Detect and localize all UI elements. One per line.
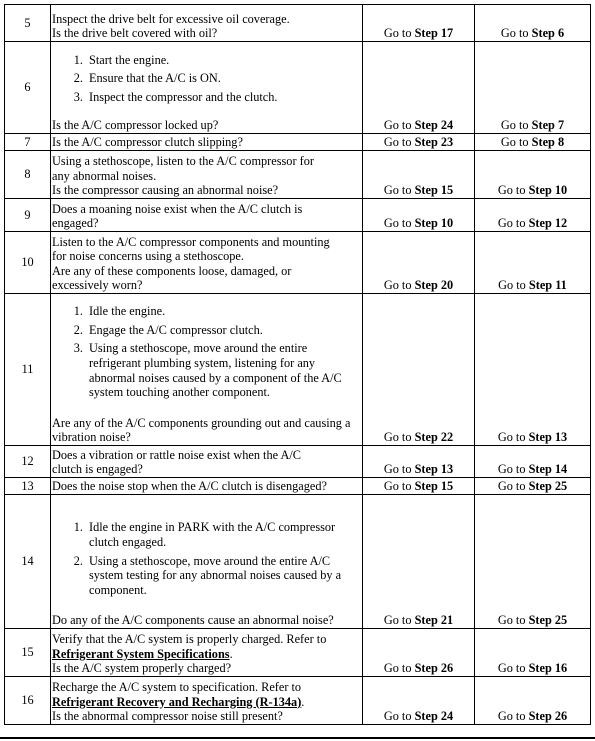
action-list [52, 520, 361, 597]
yes-cell [363, 232, 475, 294]
step-action [51, 446, 363, 478]
yes-cell [363, 42, 475, 134]
no-target-link[interactable]: Step 26 [528, 709, 568, 724]
table-row [5, 677, 591, 725]
yes-cell [363, 677, 475, 725]
action-text: Verify that the A/C system is properly charged. Refer to [52, 632, 327, 647]
no-target-link[interactable]: Step 8 [531, 135, 565, 150]
yes-target-link[interactable]: Step 24 [414, 118, 454, 133]
punctuation: . [229, 646, 233, 661]
yes-target-link[interactable]: Step 24 [414, 709, 454, 724]
goto-prefix: Go to [383, 462, 412, 477]
list-item: 3. Using a stethoscope, move around the entire refrigerant plumbing system, listening for any abnormal noises caused by a component of the A/C system touching another component. [86, 341, 361, 399]
question-text: Are any of these components loose, damaged, or [52, 263, 292, 278]
no-cell [475, 677, 591, 725]
no-cell [475, 495, 591, 629]
list-item: 2. Engage the A/C compressor clutch. [86, 323, 361, 338]
goto-prefix: Go to [383, 613, 412, 628]
goto-prefix: Go to [383, 661, 412, 676]
no-cell [475, 151, 591, 199]
yes-target-link[interactable]: Step 13 [414, 462, 454, 477]
goto-prefix: Go to [383, 118, 412, 133]
step-number: 13 [5, 478, 51, 495]
list-item: 1. Idle the engine in PARK with the A/C compressor clutch engaged. [86, 520, 361, 549]
goto-prefix: Go to [497, 613, 526, 628]
step-number: 7 [5, 134, 51, 151]
step-action [51, 134, 363, 151]
goto-prefix: Go to [497, 216, 526, 231]
yes-cell [363, 134, 475, 151]
no-target-link[interactable]: Step 11 [528, 278, 567, 293]
question-text: excessively worn? [52, 278, 143, 293]
goto-prefix: Go to [383, 479, 412, 494]
yes-target-link[interactable]: Step 10 [414, 216, 454, 231]
question-text: Is the A/C compressor locked up? [52, 118, 219, 133]
yes-target-link[interactable]: Step 21 [414, 613, 454, 628]
goto-prefix: Go to [500, 135, 529, 150]
step-number: 14 [5, 495, 51, 629]
table-row [5, 232, 591, 294]
goto-prefix: Go to [500, 118, 529, 133]
no-cell [475, 134, 591, 151]
step-action [51, 151, 363, 199]
question-text: Does a moaning noise exist when the A/C clutch is [52, 201, 303, 216]
step-action [51, 677, 363, 725]
no-cell [475, 5, 591, 42]
goto-prefix: Go to [383, 709, 412, 724]
list-item: 1. Idle the engine. [86, 304, 361, 319]
table-row [5, 478, 591, 495]
action-list [52, 304, 361, 400]
yes-cell [363, 199, 475, 232]
question-text: Is the A/C system properly charged? [52, 661, 232, 676]
question-text: Does a vibration or rattle noise exist when the A/C [52, 447, 301, 462]
goto-prefix: Go to [383, 278, 412, 293]
no-cell [475, 294, 591, 446]
step-action [51, 5, 363, 42]
list-item: 2. Ensure that the A/C is ON. [86, 71, 361, 86]
no-target-link[interactable]: Step 7 [531, 118, 565, 133]
punctuation: . [301, 694, 305, 709]
no-target-link[interactable]: Step 25 [528, 613, 568, 628]
step-number: 9 [5, 199, 51, 232]
action-text: Recharge the A/C system to specification. Refer to [52, 680, 302, 695]
step-action [51, 199, 363, 232]
table-row [5, 629, 591, 677]
yes-cell [363, 5, 475, 42]
yes-cell [363, 446, 475, 478]
action-text: Using a stethoscope, listen to the A/C compressor for [52, 154, 314, 169]
question-text: engaged? [52, 216, 99, 231]
question-text: Is the drive belt covered with oil? [52, 26, 218, 41]
no-cell [475, 42, 591, 134]
table-row [5, 134, 591, 151]
no-cell [475, 232, 591, 294]
goto-prefix: Go to [497, 661, 526, 676]
table-row [5, 294, 591, 446]
no-target-link[interactable]: Step 16 [528, 661, 568, 676]
question-text: Is the abnormal compressor noise still present? [52, 709, 283, 724]
question-text: Does the noise stop when the A/C clutch is disengaged? [52, 479, 327, 494]
table-row [5, 199, 591, 232]
no-target-link[interactable]: Step 13 [528, 430, 568, 445]
table-row [5, 446, 591, 478]
action-text: any abnormal noises. [52, 168, 157, 183]
step-number: 15 [5, 629, 51, 677]
question-text: clutch is engaged? [52, 462, 143, 477]
step-action [51, 294, 363, 446]
list-item: 3. Inspect the compressor and the clutch. [86, 90, 361, 105]
page-bottom-rule [0, 737, 595, 739]
action-text: Inspect the drive belt for excessive oil coverage. [52, 11, 290, 26]
no-target-link[interactable]: Step 10 [528, 183, 568, 198]
no-cell [475, 199, 591, 232]
yes-target-link[interactable]: Step 26 [414, 661, 454, 676]
table-row [5, 495, 591, 629]
goto-prefix: Go to [497, 430, 526, 445]
goto-prefix: Go to [497, 479, 526, 494]
question-text: Is the compressor causing an abnormal noise? [52, 183, 279, 198]
yes-cell [363, 294, 475, 446]
step-number: 8 [5, 151, 51, 199]
step-number: 12 [5, 446, 51, 478]
step-action [51, 42, 363, 134]
action-text: for noise concerns using a stethoscope. [52, 249, 244, 264]
list-item: 1. Start the engine. [86, 53, 361, 68]
step-action [51, 232, 363, 294]
no-target-link[interactable]: Step 6 [531, 26, 565, 41]
goto-prefix: Go to [497, 183, 526, 198]
step-number: 10 [5, 232, 51, 294]
action-text: Listen to the A/C compressor components and mounting [52, 234, 330, 249]
step-number: 5 [5, 5, 51, 42]
question-text: Is the A/C compressor clutch slipping? [52, 135, 243, 150]
yes-target-link[interactable]: Step 20 [414, 278, 454, 293]
no-cell [475, 478, 591, 495]
step-action [51, 478, 363, 495]
goto-prefix: Go to [498, 278, 526, 293]
yes-target-link[interactable]: Step 23 [414, 135, 454, 150]
no-cell [475, 446, 591, 478]
step-number: 11 [5, 294, 51, 446]
goto-prefix: Go to [383, 26, 412, 41]
goto-prefix: Go to [497, 709, 526, 724]
yes-cell [363, 495, 475, 629]
no-target-link[interactable]: Step 12 [528, 216, 568, 231]
yes-cell [363, 629, 475, 677]
goto-prefix: Go to [383, 183, 412, 198]
reference-link[interactable]: Refrigerant Recovery and Recharging (R-134a) [52, 694, 302, 709]
yes-target-link[interactable]: Step 22 [414, 430, 454, 445]
goto-prefix: Go to [383, 216, 412, 231]
step-action [51, 495, 363, 629]
question-text: Do any of the A/C components cause an abnormal noise? [52, 613, 334, 628]
yes-target-link[interactable]: Step 17 [414, 26, 454, 41]
action-list [52, 53, 361, 105]
yes-target-link[interactable]: Step 15 [414, 183, 454, 198]
no-cell [475, 629, 591, 677]
step-number: 6 [5, 42, 51, 134]
yes-cell [363, 478, 475, 495]
yes-target-link[interactable]: Step 15 [414, 479, 454, 494]
list-item: 2. Using a stethoscope, move around the entire A/C system testing for any abnormal noises caused by a component. [86, 554, 361, 598]
diagnostic-table [4, 4, 591, 725]
table-row [5, 5, 591, 42]
step-action [51, 629, 363, 677]
no-target-link[interactable]: Step 25 [528, 479, 568, 494]
goto-prefix: Go to [497, 462, 526, 477]
goto-prefix: Go to [383, 430, 412, 445]
yes-cell [363, 151, 475, 199]
reference-link[interactable]: Refrigerant System Specifications [52, 646, 230, 661]
goto-prefix: Go to [500, 26, 529, 41]
question-text: Are any of the A/C components grounding out and causing a vibration noise? [52, 415, 351, 445]
step-number: 16 [5, 677, 51, 725]
goto-prefix: Go to [383, 135, 412, 150]
no-target-link[interactable]: Step 14 [528, 462, 568, 477]
table-row [5, 151, 591, 199]
table-row [5, 42, 591, 134]
